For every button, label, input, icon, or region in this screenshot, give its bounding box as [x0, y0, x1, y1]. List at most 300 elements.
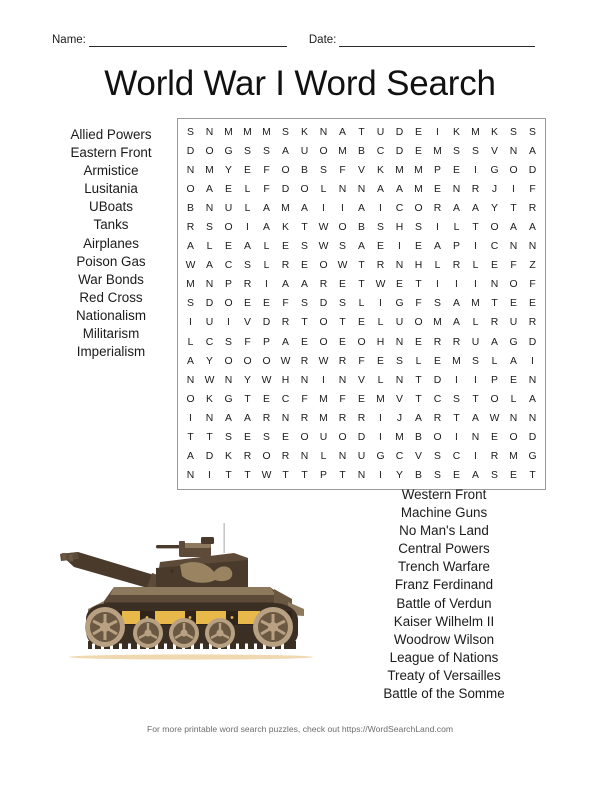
grid-cell[interactable]: O — [281, 165, 290, 177]
word-right-item[interactable]: Battle of Verdun — [396, 595, 492, 611]
grid-cell[interactable]: P — [491, 374, 498, 386]
grid-cell[interactable]: E — [491, 431, 498, 443]
grid-cell[interactable]: S — [282, 127, 289, 138]
grid-cell[interactable]: K — [301, 127, 308, 138]
grid-cell[interactable]: L — [244, 203, 251, 215]
grid-cell[interactable]: W — [375, 279, 386, 291]
grid-cell[interactable]: O — [338, 431, 347, 443]
grid-cell[interactable]: E — [415, 127, 422, 138]
grid-cell[interactable]: R — [528, 203, 537, 215]
grid-cell[interactable]: E — [301, 260, 308, 272]
grid-cell[interactable]: U — [300, 146, 309, 158]
grid-cell[interactable]: C — [376, 146, 385, 158]
grid-cell[interactable]: I — [436, 279, 439, 291]
grid-cell[interactable]: L — [415, 355, 422, 367]
grid-cell[interactable]: T — [339, 317, 346, 329]
grid-cell[interactable]: T — [301, 317, 308, 329]
grid-cell[interactable]: M — [205, 165, 214, 177]
grid-cell[interactable]: C — [224, 260, 233, 272]
grid-cell[interactable]: O — [319, 317, 328, 329]
grid-cell[interactable]: P — [263, 336, 270, 348]
grid-cell[interactable]: S — [263, 431, 270, 443]
grid-cell[interactable]: N — [338, 450, 347, 462]
grid-cell[interactable]: D — [528, 336, 537, 348]
grid-cell[interactable]: L — [491, 355, 498, 367]
grid-cell[interactable]: S — [434, 469, 441, 481]
grid-cell[interactable]: A — [453, 298, 460, 310]
grid-cell[interactable]: T — [225, 469, 232, 481]
grid-cell[interactable]: N — [186, 374, 195, 386]
word-search-grid[interactable] — [177, 118, 546, 490]
grid-cell[interactable]: I — [455, 374, 458, 386]
grid-cell[interactable]: M — [338, 146, 347, 158]
grid-cell[interactable]: R — [281, 450, 290, 462]
grid-cell[interactable]: R — [262, 412, 271, 424]
grid-cell[interactable]: I — [531, 355, 534, 367]
grid-cell[interactable]: B — [415, 469, 422, 481]
grid-cell[interactable]: O — [319, 336, 328, 348]
grid-cell[interactable]: S — [453, 393, 460, 405]
grid-cell[interactable]: O — [262, 450, 271, 462]
grid-cell[interactable]: C — [205, 336, 214, 348]
grid-cell[interactable]: I — [322, 203, 325, 215]
grid-cell[interactable]: E — [415, 146, 422, 158]
grid-cell[interactable]: L — [377, 317, 384, 329]
grid-cell[interactable]: M — [376, 393, 385, 405]
word-left-item[interactable]: UBoats — [89, 199, 133, 215]
word-right-item[interactable]: Central Powers — [398, 541, 490, 557]
grid-cell[interactable]: E — [377, 355, 384, 367]
grid-cell[interactable]: O — [186, 184, 195, 196]
word-left-item[interactable]: Armistice — [83, 163, 139, 179]
grid-cell[interactable]: E — [453, 165, 460, 177]
grid-cell[interactable]: I — [208, 469, 211, 481]
grid-cell[interactable]: U — [319, 431, 328, 443]
grid-cell[interactable]: S — [206, 222, 213, 234]
grid-cell[interactable]: I — [379, 298, 382, 310]
grid-cell[interactable]: K — [377, 165, 384, 177]
grid-cell[interactable]: A — [187, 355, 194, 367]
grid-cell[interactable]: S — [301, 298, 308, 310]
grid-cell[interactable]: O — [243, 355, 252, 367]
grid-cell[interactable]: N — [528, 241, 537, 253]
grid-cell[interactable]: B — [415, 431, 422, 443]
grid-cell[interactable]: M — [414, 165, 423, 177]
grid-cell[interactable]: R — [338, 355, 347, 367]
grid-cell[interactable]: E — [510, 298, 517, 310]
grid-cell[interactable]: S — [187, 127, 194, 138]
grid-cell[interactable]: N — [300, 374, 309, 386]
grid-cell[interactable]: O — [433, 431, 442, 443]
grid-cell[interactable]: C — [395, 203, 404, 215]
grid-cell[interactable]: N — [338, 374, 347, 386]
grid-cell[interactable]: C — [281, 393, 290, 405]
grid-cell[interactable]: G — [528, 450, 537, 462]
grid-cell[interactable]: O — [300, 184, 309, 196]
grid-cell[interactable]: S — [339, 298, 346, 310]
grid-cell[interactable]: N — [528, 374, 537, 386]
grid-cell[interactable]: V — [244, 317, 251, 329]
grid-cell[interactable]: A — [263, 203, 270, 215]
grid-cell[interactable]: Y — [225, 165, 232, 177]
grid-cell[interactable]: R — [281, 317, 290, 329]
word-left-item[interactable]: Lusitania — [84, 181, 138, 197]
grid-cell[interactable]: W — [204, 374, 215, 386]
grid-cell[interactable]: L — [510, 393, 517, 405]
grid-cell[interactable]: F — [263, 184, 270, 196]
grid-cell[interactable]: F — [415, 298, 422, 310]
grid-cell[interactable]: F — [244, 336, 251, 348]
grid-cell[interactable]: S — [472, 146, 479, 158]
grid-cell[interactable]: O — [224, 298, 233, 310]
grid-cell[interactable]: W — [318, 222, 329, 234]
grid-cell[interactable]: A — [358, 241, 365, 253]
grid-cell[interactable]: O — [414, 317, 423, 329]
grid-cell[interactable]: N — [509, 241, 518, 253]
grid-cell[interactable]: F — [263, 165, 270, 177]
grid-cell[interactable]: O — [319, 260, 328, 272]
grid-cell[interactable]: T — [358, 260, 365, 272]
grid-cell[interactable]: O — [509, 165, 518, 177]
grid-cell[interactable]: E — [415, 241, 422, 253]
grid-cell[interactable]: F — [510, 260, 517, 272]
grid-cell[interactable]: M — [471, 298, 480, 310]
grid-cell[interactable]: T — [510, 203, 517, 215]
grid-cell[interactable]: K — [206, 393, 213, 405]
grid-cell[interactable]: I — [436, 222, 439, 234]
grid-cell[interactable]: O — [509, 279, 518, 291]
grid-cell[interactable]: W — [318, 241, 329, 253]
grid-cell[interactable]: S — [434, 298, 441, 310]
grid-cell[interactable]: O — [490, 222, 499, 234]
grid-cell[interactable]: N — [490, 279, 499, 291]
grid-cell[interactable]: W — [185, 260, 196, 272]
grid-cell[interactable]: R — [433, 336, 442, 348]
grid-cell[interactable]: D — [528, 165, 537, 177]
grid-cell[interactable]: I — [398, 241, 401, 253]
grid-cell[interactable]: A — [206, 260, 213, 272]
grid-cell[interactable]: O — [224, 355, 233, 367]
grid-cell[interactable]: S — [434, 450, 441, 462]
grid-cell[interactable]: A — [472, 469, 479, 481]
grid-cell[interactable]: E — [282, 431, 289, 443]
grid-cell[interactable]: E — [225, 241, 232, 253]
name-field[interactable] — [52, 34, 287, 47]
grid-cell[interactable]: D — [281, 184, 290, 196]
word-left-item[interactable]: Nationalism — [76, 307, 146, 323]
grid-cell[interactable]: A — [282, 146, 289, 158]
word-right-item[interactable]: Machine Guns — [400, 505, 488, 521]
grid-cell[interactable]: F — [529, 279, 536, 291]
grid-cell[interactable]: M — [224, 127, 233, 138]
grid-cell[interactable]: I — [379, 431, 382, 443]
grid-cell[interactable]: N — [281, 412, 290, 424]
grid-cell[interactable]: L — [320, 184, 327, 196]
grid-cell[interactable]: M — [281, 203, 290, 215]
grid-cell[interactable]: T — [339, 469, 346, 481]
grid-cell[interactable]: I — [379, 469, 382, 481]
grid-cell[interactable]: S — [339, 241, 346, 253]
grid-cell[interactable]: N — [205, 279, 214, 291]
grid-cell[interactable]: M — [395, 431, 404, 443]
grid-cell[interactable]: O — [224, 222, 233, 234]
grid-cell[interactable]: U — [224, 203, 233, 215]
grid-cell[interactable]: E — [244, 298, 251, 310]
grid-cell[interactable]: I — [227, 317, 230, 329]
grid-cell[interactable]: R — [490, 450, 499, 462]
grid-cell[interactable]: N — [395, 374, 404, 386]
grid-cell[interactable]: G — [376, 450, 385, 462]
grid-cell[interactable]: N — [528, 412, 537, 424]
grid-cell[interactable]: E — [396, 279, 403, 291]
grid-cell[interactable]: A — [301, 279, 308, 291]
word-right-item[interactable]: Treaty of Versailles — [387, 667, 501, 683]
grid-cell[interactable]: S — [187, 298, 194, 310]
grid-cell[interactable]: Y — [206, 355, 213, 367]
grid-cell[interactable]: A — [358, 203, 365, 215]
grid-cell[interactable]: K — [282, 222, 289, 234]
grid-cell[interactable]: I — [474, 279, 477, 291]
grid-cell[interactable]: B — [187, 203, 194, 215]
grid-cell[interactable]: E — [358, 393, 365, 405]
grid-cell[interactable]: N — [186, 165, 195, 177]
grid-cell[interactable]: G — [224, 393, 233, 405]
grid-cell[interactable]: A — [415, 412, 422, 424]
grid-cell[interactable]: N — [395, 260, 404, 272]
grid-cell[interactable]: M — [319, 393, 328, 405]
grid-cell[interactable]: A — [529, 222, 536, 234]
grid-cell[interactable]: A — [472, 412, 479, 424]
grid-cell[interactable]: L — [472, 260, 479, 272]
grid-cell[interactable]: S — [225, 336, 232, 348]
grid-cell[interactable]: S — [396, 355, 403, 367]
grid-cell[interactable]: E — [339, 336, 346, 348]
grid-cell[interactable]: A — [244, 241, 251, 253]
grid-cell[interactable]: U — [509, 317, 518, 329]
grid-cell[interactable]: A — [491, 336, 498, 348]
grid-cell[interactable]: I — [455, 431, 458, 443]
grid-cell[interactable]: M — [452, 355, 461, 367]
grid-cell[interactable]: D — [528, 431, 537, 443]
grid-cell[interactable]: S — [491, 469, 498, 481]
grid-cell[interactable]: A — [187, 450, 194, 462]
grid-cell[interactable]: D — [433, 374, 442, 386]
grid-cell[interactable]: L — [263, 260, 270, 272]
grid-cell[interactable]: Y — [396, 469, 403, 481]
word-right-item[interactable]: Woodrow Wilson — [393, 631, 495, 647]
grid-cell[interactable]: E — [510, 469, 517, 481]
word-left-item[interactable]: Airplanes — [83, 235, 139, 251]
grid-cell[interactable]: F — [282, 298, 289, 310]
word-left-item[interactable]: Poison Gas — [76, 253, 146, 269]
grid-cell[interactable]: E — [377, 241, 384, 253]
grid-cell[interactable]: S — [510, 127, 517, 138]
grid-cell[interactable]: N — [186, 469, 195, 481]
grid-cell[interactable]: E — [434, 184, 441, 196]
grid-cell[interactable]: D — [395, 127, 404, 138]
grid-cell[interactable]: L — [358, 298, 365, 310]
grid-cell[interactable]: S — [301, 241, 308, 253]
grid-cell[interactable]: T — [187, 431, 194, 443]
word-left-item[interactable]: Allied Powers — [70, 127, 152, 142]
grid-cell[interactable]: R — [490, 317, 499, 329]
grid-cell[interactable]: E — [415, 336, 422, 348]
grid-cell[interactable]: E — [282, 241, 289, 253]
grid-cell[interactable]: M — [262, 127, 271, 138]
grid-cell[interactable]: O — [338, 222, 347, 234]
grid-cell[interactable]: E — [491, 260, 498, 272]
grid-cell[interactable]: L — [263, 241, 270, 253]
word-right-item[interactable]: No Man's Land — [399, 523, 489, 539]
grid-cell[interactable]: L — [320, 450, 327, 462]
grid-cell[interactable]: L — [434, 260, 441, 272]
grid-cell[interactable]: A — [529, 393, 536, 405]
grid-cell[interactable]: D — [262, 317, 271, 329]
word-right-item[interactable]: Trench Warfare — [397, 559, 491, 575]
grid-cell[interactable]: L — [377, 374, 384, 386]
grid-cell[interactable]: A — [244, 412, 251, 424]
grid-cell[interactable]: E — [225, 184, 232, 196]
grid-cell[interactable]: N — [471, 431, 480, 443]
grid-cell[interactable]: T — [358, 279, 365, 291]
grid-cell[interactable]: E — [453, 469, 460, 481]
grid-cell[interactable]: H — [414, 260, 423, 272]
grid-cell[interactable]: M — [414, 184, 423, 196]
word-left-item[interactable]: Red Cross — [79, 289, 143, 305]
grid-cell[interactable]: O — [300, 431, 309, 443]
grid-cell[interactable]: W — [261, 469, 272, 481]
grid-cell[interactable]: N — [205, 127, 214, 138]
grid-cell[interactable]: S — [453, 146, 460, 158]
grid-cell[interactable]: G — [509, 336, 518, 348]
grid-cell[interactable]: R — [186, 222, 195, 234]
grid-cell[interactable]: P — [225, 279, 232, 291]
grid-cell[interactable]: T — [206, 431, 213, 443]
grid-cell[interactable]: P — [453, 241, 460, 253]
grid-cell[interactable]: V — [396, 393, 403, 405]
grid-cell[interactable]: W — [318, 355, 329, 367]
grid-cell[interactable]: E — [263, 298, 270, 310]
grid-cell[interactable]: T — [415, 393, 422, 405]
grid-cell[interactable]: I — [189, 412, 192, 424]
grid-cell[interactable]: M — [319, 412, 328, 424]
grid-cell[interactable]: I — [455, 279, 458, 291]
word-left-item[interactable]: Imperialism — [76, 344, 146, 360]
grid-cell[interactable]: A — [472, 203, 479, 215]
grid-cell[interactable]: K — [453, 127, 460, 138]
grid-cell[interactable]: N — [357, 469, 366, 481]
grid-cell[interactable]: K — [225, 450, 232, 462]
grid-cell[interactable]: O — [205, 146, 214, 158]
grid-cell[interactable]: E — [244, 431, 251, 443]
grid-cell[interactable]: S — [320, 165, 327, 177]
grid-cell[interactable]: B — [358, 146, 365, 158]
grid-cell[interactable]: S — [244, 260, 251, 272]
grid-cell[interactable]: Y — [244, 374, 251, 386]
grid-cell[interactable]: A — [453, 317, 460, 329]
grid-cell[interactable]: V — [491, 146, 498, 158]
grid-cell[interactable]: T — [491, 298, 498, 310]
grid-cell[interactable]: E — [510, 374, 517, 386]
grid-cell[interactable]: G — [395, 298, 404, 310]
grid-cell[interactable]: A — [263, 222, 270, 234]
grid-cell[interactable]: D — [319, 298, 328, 310]
grid-cell[interactable]: E — [263, 393, 270, 405]
grid-cell[interactable]: O — [262, 355, 271, 367]
grid-cell[interactable]: Z — [529, 260, 536, 272]
grid-cell[interactable]: I — [474, 241, 477, 253]
grid-cell[interactable]: I — [436, 127, 439, 138]
grid-cell[interactable]: I — [265, 279, 268, 291]
grid-cell[interactable]: R — [243, 279, 252, 291]
grid-cell[interactable]: M — [471, 127, 480, 138]
grid-cell[interactable]: E — [529, 298, 536, 310]
grid-cell[interactable]: T — [301, 222, 308, 234]
word-left-item[interactable]: Eastern Front — [70, 145, 152, 161]
grid-cell[interactable]: T — [282, 469, 289, 481]
grid-cell[interactable]: O — [509, 431, 518, 443]
grid-cell[interactable]: A — [377, 184, 384, 196]
grid-cell[interactable]: U — [357, 450, 366, 462]
grid-cell[interactable]: D — [186, 146, 195, 158]
grid-cell[interactable]: O — [319, 146, 328, 158]
grid-cell[interactable]: I — [189, 317, 192, 329]
grid-cell[interactable]: B — [301, 165, 308, 177]
grid-cell[interactable]: D — [205, 298, 214, 310]
grid-cell[interactable]: G — [490, 165, 499, 177]
grid-cell[interactable]: T — [244, 469, 251, 481]
grid-cell[interactable]: A — [396, 184, 403, 196]
grid-cell[interactable]: I — [246, 222, 249, 234]
grid-cell[interactable]: E — [358, 317, 365, 329]
grid-cell[interactable]: D — [357, 431, 366, 443]
grid-cell[interactable]: M — [433, 146, 442, 158]
grid-cell[interactable]: O — [186, 393, 195, 405]
grid-cell[interactable]: P — [434, 165, 441, 177]
grid-cell[interactable]: R — [243, 450, 252, 462]
grid-cell[interactable]: I — [379, 203, 382, 215]
grid-cell[interactable]: J — [491, 184, 498, 196]
grid-cell[interactable]: T — [472, 393, 479, 405]
grid-cell[interactable]: R — [300, 412, 309, 424]
grid-cell[interactable]: W — [337, 260, 348, 272]
grid-cell[interactable]: R — [300, 355, 309, 367]
grid-cell[interactable]: T — [415, 374, 422, 386]
grid-cell[interactable]: H — [281, 374, 290, 386]
word-left-item[interactable]: Militarism — [82, 326, 140, 342]
word-left-item[interactable]: Tanks — [93, 217, 129, 233]
grid-cell[interactable]: R — [471, 184, 480, 196]
grid-cell[interactable]: W — [489, 412, 500, 424]
grid-cell[interactable]: M — [243, 127, 252, 138]
grid-cell[interactable]: E — [339, 279, 346, 291]
grid-cell[interactable]: S — [377, 222, 384, 234]
grid-cell[interactable]: A — [225, 412, 232, 424]
grid-cell[interactable]: T — [415, 279, 422, 291]
grid-cell[interactable]: O — [357, 336, 366, 348]
word-right-item[interactable]: Western Front — [401, 487, 487, 502]
grid-cell[interactable]: T — [301, 469, 308, 481]
grid-cell[interactable]: N — [224, 374, 233, 386]
grid-cell[interactable]: K — [491, 127, 498, 138]
grid-cell[interactable]: C — [452, 450, 461, 462]
grid-cell[interactable]: I — [341, 203, 344, 215]
grid-cell[interactable]: R — [281, 260, 290, 272]
grid-cell[interactable]: A — [510, 355, 517, 367]
grid-cell[interactable]: E — [244, 165, 251, 177]
grid-cell[interactable]: A — [529, 146, 536, 158]
grid-cell[interactable]: I — [379, 412, 382, 424]
